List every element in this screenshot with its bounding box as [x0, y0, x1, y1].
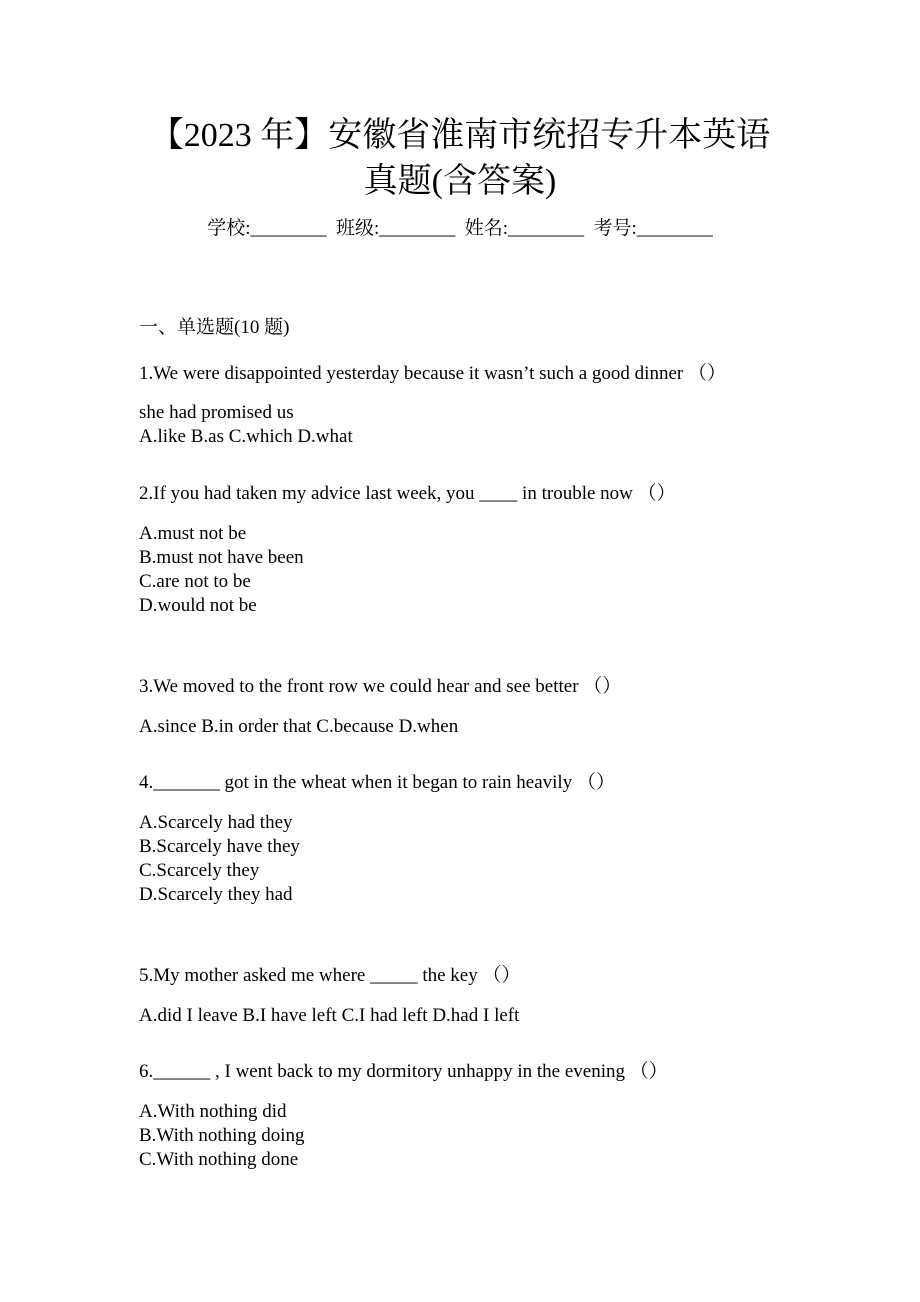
question-6-option-a: A.With nothing did: [139, 1101, 287, 1122]
question-2-option-c: C.are not to be: [139, 571, 251, 592]
question-4-option-d: D.Scarcely they had: [139, 884, 293, 905]
question-1: 1.We were disappointed yesterday because it wasn’t such a good dinner （）: [139, 363, 726, 384]
question-2: 2.If you had taken my advice last week, you ____ in trouble now （）: [139, 483, 676, 504]
question-6-option-c: C.With nothing done: [139, 1149, 299, 1170]
question-6-option-b: B.With nothing doing: [139, 1125, 305, 1146]
question-1-continued: she had promised us: [139, 402, 294, 423]
question-2-option-d: D.would not be: [139, 595, 257, 616]
question-2-option-a: A.must not be: [139, 523, 247, 544]
question-4-option-c: C.Scarcely they: [139, 860, 260, 881]
title-line-1: 【2023 年】安徽省淮南市统招专升本英语: [149, 117, 771, 154]
question-5-options: A.did I leave B.I have left C.I had left D.had I left: [139, 1005, 520, 1026]
question-3-options: A.since B.in order that C.because D.when: [139, 716, 459, 737]
question-1-options: A.like B.as C.which D.what: [139, 426, 353, 447]
question-4-option-a: A.Scarcely had they: [139, 812, 293, 833]
question-5: 5.My mother asked me where _____ the key （）: [139, 965, 521, 986]
title-line-2: 真题(含答案): [363, 163, 557, 200]
question-6: 6.______ , I went back to my dormitory unhappy in the evening （）: [139, 1061, 668, 1082]
question-2-option-b: B.must not have been: [139, 547, 304, 568]
student-info-fields: 学校:________ 班级:________ 姓名:________ 考号:________: [207, 218, 713, 239]
section-heading: 一、单选题(10 题): [139, 317, 290, 338]
question-4-option-b: B.Scarcely have they: [139, 836, 300, 857]
question-3: 3.We moved to the front row we could hear and see better （）: [139, 676, 622, 697]
question-4: 4._______ got in the wheat when it began to rain heavily （）: [139, 772, 615, 793]
